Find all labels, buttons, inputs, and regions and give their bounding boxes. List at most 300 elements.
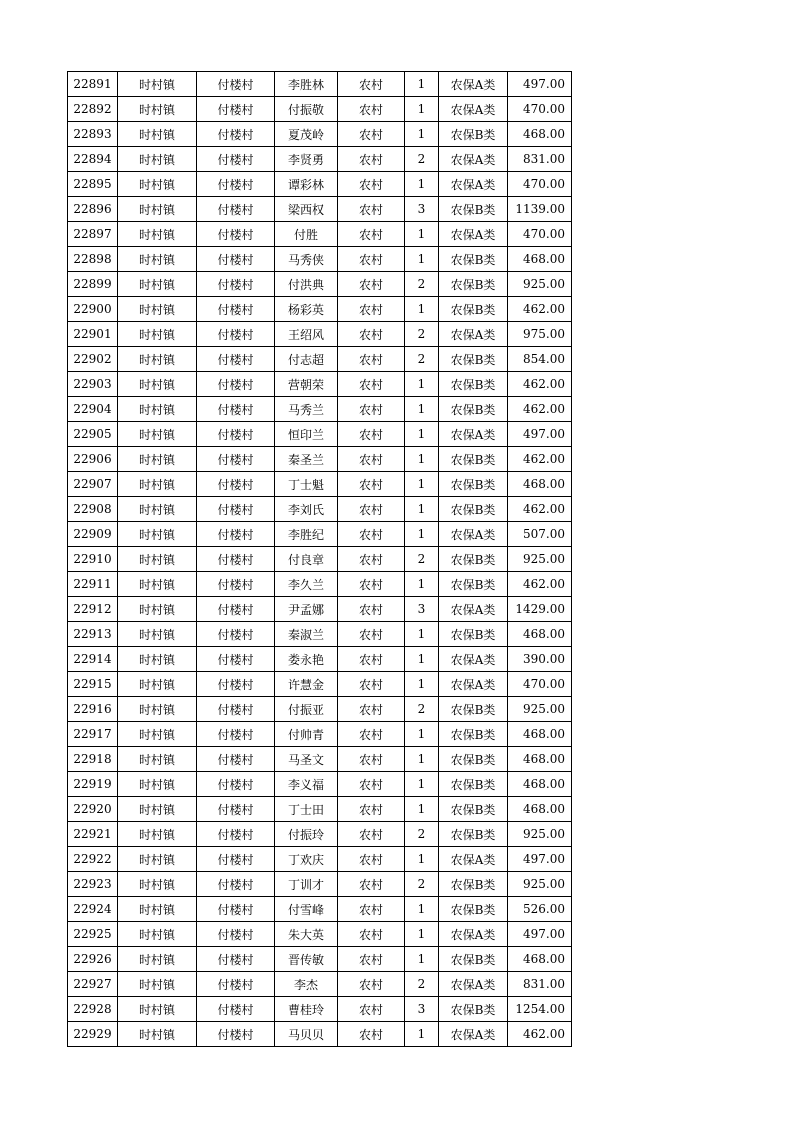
- household-type-cell: 农村: [338, 997, 405, 1022]
- record-id-cell: 22897: [68, 222, 118, 247]
- table-row: [68, 172, 572, 197]
- name-cell: 丁欢庆: [275, 847, 338, 872]
- count-cell: 1: [405, 522, 439, 547]
- table-row: [68, 672, 572, 697]
- record-id-cell: 22916: [68, 697, 118, 722]
- amount-cell: 462.00: [508, 572, 572, 597]
- table-row: [68, 822, 572, 847]
- town-cell: 时村镇: [118, 322, 197, 347]
- town-cell: 时村镇: [118, 72, 197, 97]
- town-cell: 时村镇: [118, 522, 197, 547]
- village-cell: 付楼村: [197, 447, 275, 472]
- household-type-cell: 农村: [338, 497, 405, 522]
- household-type-cell: 农村: [338, 622, 405, 647]
- table-row: [68, 872, 572, 897]
- count-cell: 1: [405, 497, 439, 522]
- table-row: [68, 297, 572, 322]
- town-cell: 时村镇: [118, 622, 197, 647]
- table-body: [68, 72, 572, 1047]
- amount-cell: 468.00: [508, 247, 572, 272]
- count-cell: 2: [405, 822, 439, 847]
- record-id-cell: 22892: [68, 97, 118, 122]
- record-id-cell: 22928: [68, 997, 118, 1022]
- village-cell: 付楼村: [197, 1022, 275, 1047]
- table-row: [68, 922, 572, 947]
- amount-cell: 468.00: [508, 747, 572, 772]
- count-cell: 1: [405, 297, 439, 322]
- count-cell: 1: [405, 247, 439, 272]
- amount-cell: 975.00: [508, 322, 572, 347]
- village-cell: 付楼村: [197, 872, 275, 897]
- record-id-cell: 22891: [68, 72, 118, 97]
- name-cell: 秦淑兰: [275, 622, 338, 647]
- household-type-cell: 农村: [338, 347, 405, 372]
- household-type-cell: 农村: [338, 72, 405, 97]
- village-cell: 付楼村: [197, 797, 275, 822]
- town-cell: 时村镇: [118, 997, 197, 1022]
- table-row: [68, 797, 572, 822]
- village-cell: 付楼村: [197, 72, 275, 97]
- table-row: [68, 697, 572, 722]
- amount-cell: 468.00: [508, 797, 572, 822]
- village-cell: 付楼村: [197, 172, 275, 197]
- household-type-cell: 农村: [338, 647, 405, 672]
- town-cell: 时村镇: [118, 347, 197, 372]
- name-cell: 付志超: [275, 347, 338, 372]
- amount-cell: 390.00: [508, 647, 572, 672]
- amount-cell: 468.00: [508, 722, 572, 747]
- category-cell: 农保B类: [439, 372, 508, 397]
- household-type-cell: 农村: [338, 897, 405, 922]
- amount-cell: 470.00: [508, 222, 572, 247]
- category-cell: 农保B类: [439, 247, 508, 272]
- name-cell: 李义福: [275, 772, 338, 797]
- household-type-cell: 农村: [338, 247, 405, 272]
- amount-cell: 468.00: [508, 772, 572, 797]
- category-cell: 农保A类: [439, 522, 508, 547]
- count-cell: 1: [405, 897, 439, 922]
- household-type-cell: 农村: [338, 922, 405, 947]
- count-cell: 2: [405, 872, 439, 897]
- town-cell: 时村镇: [118, 647, 197, 672]
- village-cell: 付楼村: [197, 572, 275, 597]
- name-cell: 丁士魁: [275, 472, 338, 497]
- household-type-cell: 农村: [338, 297, 405, 322]
- table-row: [68, 422, 572, 447]
- village-cell: 付楼村: [197, 722, 275, 747]
- name-cell: 马圣文: [275, 747, 338, 772]
- household-type-cell: 农村: [338, 797, 405, 822]
- amount-cell: 468.00: [508, 122, 572, 147]
- name-cell: 营朝荣: [275, 372, 338, 397]
- name-cell: 马秀侠: [275, 247, 338, 272]
- category-cell: 农保A类: [439, 597, 508, 622]
- town-cell: 时村镇: [118, 872, 197, 897]
- count-cell: 2: [405, 347, 439, 372]
- village-cell: 付楼村: [197, 597, 275, 622]
- record-id-cell: 22918: [68, 747, 118, 772]
- count-cell: 1: [405, 397, 439, 422]
- record-id-cell: 22905: [68, 422, 118, 447]
- name-cell: 丁训才: [275, 872, 338, 897]
- record-id-cell: 22910: [68, 547, 118, 572]
- table-row: [68, 547, 572, 572]
- category-cell: 农保B类: [439, 197, 508, 222]
- amount-cell: 507.00: [508, 522, 572, 547]
- household-type-cell: 农村: [338, 97, 405, 122]
- town-cell: 时村镇: [118, 397, 197, 422]
- amount-cell: 1429.00: [508, 597, 572, 622]
- table-row: [68, 597, 572, 622]
- table-row: [68, 1022, 572, 1047]
- town-cell: 时村镇: [118, 172, 197, 197]
- household-type-cell: 农村: [338, 272, 405, 297]
- town-cell: 时村镇: [118, 797, 197, 822]
- household-type-cell: 农村: [338, 947, 405, 972]
- category-cell: 农保B类: [439, 772, 508, 797]
- village-cell: 付楼村: [197, 397, 275, 422]
- village-cell: 付楼村: [197, 847, 275, 872]
- household-type-cell: 农村: [338, 972, 405, 997]
- table-row: [68, 772, 572, 797]
- town-cell: 时村镇: [118, 922, 197, 947]
- name-cell: 许慧金: [275, 672, 338, 697]
- name-cell: 晋传敏: [275, 947, 338, 972]
- household-type-cell: 农村: [338, 322, 405, 347]
- amount-cell: 462.00: [508, 1022, 572, 1047]
- table-row: [68, 147, 572, 172]
- village-cell: 付楼村: [197, 497, 275, 522]
- name-cell: 马贝贝: [275, 1022, 338, 1047]
- name-cell: 丁士田: [275, 797, 338, 822]
- count-cell: 1: [405, 172, 439, 197]
- record-id-cell: 22915: [68, 672, 118, 697]
- amount-cell: 854.00: [508, 347, 572, 372]
- record-id-cell: 22893: [68, 122, 118, 147]
- category-cell: 农保B类: [439, 822, 508, 847]
- count-cell: 1: [405, 647, 439, 672]
- town-cell: 时村镇: [118, 847, 197, 872]
- category-cell: 农保B类: [439, 872, 508, 897]
- table-row: [68, 522, 572, 547]
- category-cell: 农保A类: [439, 1022, 508, 1047]
- village-cell: 付楼村: [197, 822, 275, 847]
- name-cell: 李胜纪: [275, 522, 338, 547]
- village-cell: 付楼村: [197, 322, 275, 347]
- town-cell: 时村镇: [118, 972, 197, 997]
- name-cell: 杨彩英: [275, 297, 338, 322]
- amount-cell: 468.00: [508, 472, 572, 497]
- amount-cell: 468.00: [508, 947, 572, 972]
- category-cell: 农保B类: [439, 122, 508, 147]
- category-cell: 农保A类: [439, 172, 508, 197]
- benefit-table: [67, 71, 572, 1047]
- village-cell: 付楼村: [197, 997, 275, 1022]
- amount-cell: 462.00: [508, 397, 572, 422]
- amount-cell: 497.00: [508, 922, 572, 947]
- table-row: [68, 122, 572, 147]
- record-id-cell: 22922: [68, 847, 118, 872]
- village-cell: 付楼村: [197, 697, 275, 722]
- amount-cell: 831.00: [508, 972, 572, 997]
- name-cell: 尹孟娜: [275, 597, 338, 622]
- name-cell: 朱大英: [275, 922, 338, 947]
- category-cell: 农保B类: [439, 272, 508, 297]
- record-id-cell: 22906: [68, 447, 118, 472]
- town-cell: 时村镇: [118, 422, 197, 447]
- name-cell: 谭彩林: [275, 172, 338, 197]
- count-cell: 1: [405, 122, 439, 147]
- household-type-cell: 农村: [338, 822, 405, 847]
- count-cell: 3: [405, 197, 439, 222]
- category-cell: 农保B类: [439, 997, 508, 1022]
- category-cell: 农保A类: [439, 322, 508, 347]
- record-id-cell: 22908: [68, 497, 118, 522]
- table-row: [68, 247, 572, 272]
- table-row: [68, 722, 572, 747]
- household-type-cell: 农村: [338, 747, 405, 772]
- household-type-cell: 农村: [338, 372, 405, 397]
- count-cell: 3: [405, 597, 439, 622]
- village-cell: 付楼村: [197, 772, 275, 797]
- name-cell: 李久兰: [275, 572, 338, 597]
- record-id-cell: 22903: [68, 372, 118, 397]
- town-cell: 时村镇: [118, 122, 197, 147]
- record-id-cell: 22902: [68, 347, 118, 372]
- name-cell: 娄永艳: [275, 647, 338, 672]
- count-cell: 1: [405, 947, 439, 972]
- household-type-cell: 农村: [338, 772, 405, 797]
- name-cell: 付胜: [275, 222, 338, 247]
- household-type-cell: 农村: [338, 147, 405, 172]
- count-cell: 1: [405, 72, 439, 97]
- town-cell: 时村镇: [118, 247, 197, 272]
- table-row: [68, 622, 572, 647]
- table-row: [68, 647, 572, 672]
- town-cell: 时村镇: [118, 272, 197, 297]
- record-id-cell: 22921: [68, 822, 118, 847]
- category-cell: 农保B类: [439, 472, 508, 497]
- category-cell: 农保B类: [439, 697, 508, 722]
- household-type-cell: 农村: [338, 172, 405, 197]
- count-cell: 2: [405, 147, 439, 172]
- category-cell: 农保B类: [439, 497, 508, 522]
- amount-cell: 925.00: [508, 272, 572, 297]
- record-id-cell: 22925: [68, 922, 118, 947]
- village-cell: 付楼村: [197, 922, 275, 947]
- village-cell: 付楼村: [197, 147, 275, 172]
- record-id-cell: 22926: [68, 947, 118, 972]
- household-type-cell: 农村: [338, 397, 405, 422]
- amount-cell: 526.00: [508, 897, 572, 922]
- name-cell: 付良章: [275, 547, 338, 572]
- amount-cell: 462.00: [508, 447, 572, 472]
- town-cell: 时村镇: [118, 472, 197, 497]
- count-cell: 1: [405, 847, 439, 872]
- table-row: [68, 847, 572, 872]
- village-cell: 付楼村: [197, 197, 275, 222]
- household-type-cell: 农村: [338, 597, 405, 622]
- category-cell: 农保A类: [439, 672, 508, 697]
- record-id-cell: 22911: [68, 572, 118, 597]
- village-cell: 付楼村: [197, 647, 275, 672]
- table-row: [68, 347, 572, 372]
- count-cell: 1: [405, 472, 439, 497]
- amount-cell: 925.00: [508, 697, 572, 722]
- count-cell: 2: [405, 272, 439, 297]
- table-row: [68, 72, 572, 97]
- record-id-cell: 22909: [68, 522, 118, 547]
- household-type-cell: 农村: [338, 672, 405, 697]
- town-cell: 时村镇: [118, 572, 197, 597]
- village-cell: 付楼村: [197, 972, 275, 997]
- category-cell: 农保A类: [439, 72, 508, 97]
- name-cell: 恒印兰: [275, 422, 338, 447]
- record-id-cell: 22904: [68, 397, 118, 422]
- name-cell: 李胜林: [275, 72, 338, 97]
- amount-cell: 462.00: [508, 372, 572, 397]
- town-cell: 时村镇: [118, 97, 197, 122]
- table-row: [68, 372, 572, 397]
- name-cell: 王绍风: [275, 322, 338, 347]
- category-cell: 农保A类: [439, 422, 508, 447]
- record-id-cell: 22923: [68, 872, 118, 897]
- amount-cell: 462.00: [508, 297, 572, 322]
- household-type-cell: 农村: [338, 197, 405, 222]
- category-cell: 农保B类: [439, 797, 508, 822]
- table-row: [68, 947, 572, 972]
- category-cell: 农保A类: [439, 972, 508, 997]
- table-row: [68, 272, 572, 297]
- amount-cell: 1254.00: [508, 997, 572, 1022]
- amount-cell: 462.00: [508, 497, 572, 522]
- name-cell: 李刘氏: [275, 497, 338, 522]
- amount-cell: 831.00: [508, 147, 572, 172]
- record-id-cell: 22920: [68, 797, 118, 822]
- category-cell: 农保A类: [439, 922, 508, 947]
- village-cell: 付楼村: [197, 222, 275, 247]
- count-cell: 1: [405, 572, 439, 597]
- town-cell: 时村镇: [118, 147, 197, 172]
- name-cell: 梁西权: [275, 197, 338, 222]
- table-row: [68, 572, 572, 597]
- category-cell: 农保B类: [439, 722, 508, 747]
- amount-cell: 925.00: [508, 872, 572, 897]
- household-type-cell: 农村: [338, 122, 405, 147]
- town-cell: 时村镇: [118, 747, 197, 772]
- category-cell: 农保A类: [439, 647, 508, 672]
- town-cell: 时村镇: [118, 947, 197, 972]
- category-cell: 农保B类: [439, 622, 508, 647]
- count-cell: 1: [405, 222, 439, 247]
- table-row: [68, 222, 572, 247]
- name-cell: 付振敬: [275, 97, 338, 122]
- town-cell: 时村镇: [118, 597, 197, 622]
- town-cell: 时村镇: [118, 447, 197, 472]
- table-row: [68, 897, 572, 922]
- village-cell: 付楼村: [197, 622, 275, 647]
- count-cell: 1: [405, 422, 439, 447]
- household-type-cell: 农村: [338, 447, 405, 472]
- record-id-cell: 22907: [68, 472, 118, 497]
- table-row: [68, 447, 572, 472]
- category-cell: 农保A类: [439, 222, 508, 247]
- village-cell: 付楼村: [197, 747, 275, 772]
- record-id-cell: 22894: [68, 147, 118, 172]
- count-cell: 1: [405, 922, 439, 947]
- record-id-cell: 22917: [68, 722, 118, 747]
- count-cell: 1: [405, 772, 439, 797]
- village-cell: 付楼村: [197, 472, 275, 497]
- count-cell: 1: [405, 747, 439, 772]
- record-id-cell: 22912: [68, 597, 118, 622]
- household-type-cell: 农村: [338, 697, 405, 722]
- category-cell: 农保A类: [439, 97, 508, 122]
- household-type-cell: 农村: [338, 547, 405, 572]
- village-cell: 付楼村: [197, 947, 275, 972]
- category-cell: 农保B类: [439, 297, 508, 322]
- household-type-cell: 农村: [338, 422, 405, 447]
- count-cell: 1: [405, 1022, 439, 1047]
- category-cell: 农保B类: [439, 347, 508, 372]
- category-cell: 农保B类: [439, 547, 508, 572]
- record-id-cell: 22895: [68, 172, 118, 197]
- household-type-cell: 农村: [338, 472, 405, 497]
- category-cell: 农保B类: [439, 747, 508, 772]
- record-id-cell: 22901: [68, 322, 118, 347]
- category-cell: 农保B类: [439, 947, 508, 972]
- count-cell: 1: [405, 97, 439, 122]
- household-type-cell: 农村: [338, 222, 405, 247]
- record-id-cell: 22913: [68, 622, 118, 647]
- table-row: [68, 997, 572, 1022]
- town-cell: 时村镇: [118, 297, 197, 322]
- village-cell: 付楼村: [197, 522, 275, 547]
- table-row: [68, 747, 572, 772]
- town-cell: 时村镇: [118, 772, 197, 797]
- table-row: [68, 322, 572, 347]
- amount-cell: 497.00: [508, 847, 572, 872]
- name-cell: 曹桂玲: [275, 997, 338, 1022]
- town-cell: 时村镇: [118, 547, 197, 572]
- count-cell: 1: [405, 372, 439, 397]
- town-cell: 时村镇: [118, 197, 197, 222]
- household-type-cell: 农村: [338, 1022, 405, 1047]
- record-id-cell: 22900: [68, 297, 118, 322]
- amount-cell: 468.00: [508, 622, 572, 647]
- village-cell: 付楼村: [197, 272, 275, 297]
- record-id-cell: 22899: [68, 272, 118, 297]
- record-id-cell: 22924: [68, 897, 118, 922]
- count-cell: 2: [405, 322, 439, 347]
- name-cell: 付帅青: [275, 722, 338, 747]
- count-cell: 1: [405, 722, 439, 747]
- amount-cell: 470.00: [508, 172, 572, 197]
- category-cell: 农保B类: [439, 447, 508, 472]
- record-id-cell: 22929: [68, 1022, 118, 1047]
- table-row: [68, 97, 572, 122]
- count-cell: 1: [405, 672, 439, 697]
- village-cell: 付楼村: [197, 347, 275, 372]
- table-row: [68, 397, 572, 422]
- count-cell: 2: [405, 697, 439, 722]
- village-cell: 付楼村: [197, 547, 275, 572]
- amount-cell: 470.00: [508, 97, 572, 122]
- town-cell: 时村镇: [118, 497, 197, 522]
- count-cell: 2: [405, 547, 439, 572]
- name-cell: 马秀兰: [275, 397, 338, 422]
- village-cell: 付楼村: [197, 372, 275, 397]
